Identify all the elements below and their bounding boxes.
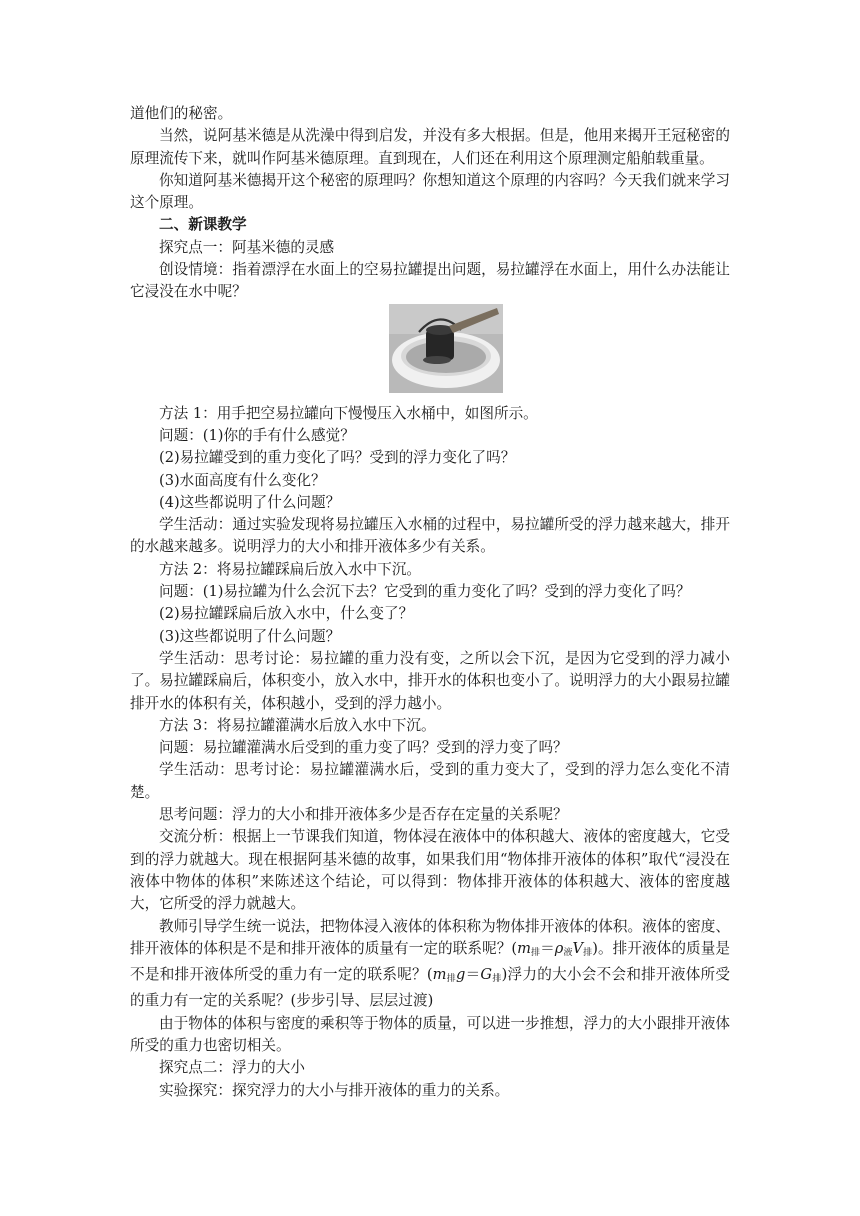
- paragraph: (3)这些都说明了什么问题？: [159, 627, 341, 645]
- paragraph: 学生活动：通过实验发现将易拉罐压入水桶的过程中，易拉罐所受的浮力越来越大，排开的水越来越多。说明浮力的大小和排开液体多少有关系。: [130, 516, 730, 556]
- paragraph: (2)易拉罐受到的重力变化了吗？受到的浮力变化了吗？: [159, 449, 516, 467]
- subscript-pai: 排: [446, 974, 456, 985]
- paragraph: 问题：(1)易拉罐为什么会沉下去？它受到的重力变化了吗？受到的浮力变化了吗？: [159, 583, 691, 601]
- subsection-heading: 探究点一：阿基米德的灵感: [159, 238, 335, 256]
- formula-m: m: [432, 966, 447, 984]
- paragraph: 思考问题：浮力的大小和排开液体多少是否存在定量的关系呢？: [159, 806, 568, 824]
- paragraph: 学生活动：思考讨论：易拉罐的重力没有变，之所以会下沉，是因为它受到的浮力减小了。易拉罐踩扁后，体积变小，放入水中，排开水的体积也变小了。说明浮力的大小跟易拉罐排开水的体积有关，体积越小，受到的浮力越小。: [130, 649, 730, 712]
- paragraph: 你知道阿基米德揭开这个秘密的原理吗？你想知道这个原理的内容吗？今天我们就来学习这个原理。: [130, 171, 730, 212]
- paragraph: 方法 1：用手把空易拉罐向下慢慢压入水桶中，如图所示。: [159, 404, 538, 422]
- paragraph: 道他们的秘密。: [130, 105, 233, 122]
- paragraph: 交流分析：根据上一节课我们知道，物体浸在液体中的体积越大、液体的密度越大，它受到的浮力就越大。现在根据阿基米德的故事，如果我们用“物体排开液体的体积”取代“浸没在液体中物体的体积”来陈述这个结论，可以得到：物体排开液体的体积越大、液体的密度越大，它所受的浮力就越大。: [130, 828, 730, 913]
- paragraph: 实验探究：探究浮力的大小与排开液体的重力的关系。: [159, 1081, 510, 1099]
- text-run: 教师引导学生统一说法，把物体浸入液体的体积称为物体排开液体的体积。液体的密度、排开液体的体积是不是和排开液体的质量有一定的联系呢？(: [130, 917, 730, 957]
- can-in-bucket-photo: [389, 304, 503, 393]
- subscript-pai: 排: [583, 947, 593, 958]
- paragraph: 当然，说阿基米德是从洗澡中得到启发，并没有多大根据。但是，他用来揭开王冠秘密的原理流传下来，就叫作阿基米德原理。直到现在，人们还在利用这个原理测定船舶载重量。: [130, 127, 730, 167]
- subscript-pai: 排: [530, 947, 541, 958]
- formula-equals: ＝: [540, 939, 555, 957]
- paragraph: (4)这些都说明了什么问题？: [159, 493, 341, 511]
- formula-rho: ρ: [554, 939, 564, 957]
- subscript-pai: 排: [492, 974, 502, 985]
- subscript-ye: 液: [563, 947, 573, 958]
- formula-m: m: [517, 939, 531, 957]
- text-run: )浮力的大小会不会和排开液体所受的重力有一定的关系呢？(步步引导、层层过渡): [130, 966, 730, 1010]
- formula-v: V: [572, 939, 584, 957]
- section-heading: 二、新课教学: [159, 216, 247, 234]
- subsection-heading: 探究点二：浮力的大小: [159, 1059, 305, 1077]
- paragraph: 创设情境：指着漂浮在水面上的空易拉罐提出问题，易拉罐浮在水面上，用什么办法能让它浸没在水中呢？: [130, 261, 730, 301]
- paragraph: 学生活动：思考讨论：易拉罐灌满水后，受到的重力变大了，受到的浮力怎么变化不清楚。: [130, 761, 730, 801]
- paragraph: (3)水面高度有什么变化？: [159, 471, 326, 489]
- formula-G: G: [480, 966, 493, 984]
- paragraph: 方法 3：将易拉罐灌满水后放入水中下沉。: [159, 716, 436, 734]
- paragraph-with-formulas: [130, 916, 730, 1013]
- figure: [130, 304, 730, 399]
- paragraph: 问题：易拉罐灌满水后受到的重力变了吗？受到的浮力变了吗？: [159, 739, 568, 757]
- formula-equals: ＝: [465, 966, 481, 984]
- paragraph: 由于物体的体积与密度的乘积等于物体的质量，可以进一步推想，浮力的大小跟排开液体所受的重力也密切相关。: [130, 1014, 730, 1054]
- formula-g: g: [455, 966, 466, 984]
- text-run: )。排开液体的质量是不是和排开液体所受的重力有一定的联系呢？(: [130, 939, 730, 984]
- paragraph: 方法 2：将易拉罐踩扁后放入水中下沉。: [159, 560, 422, 578]
- paragraph: (2)易拉罐踩扁后放入水中，什么变了？: [159, 605, 414, 623]
- document-body: [130, 103, 730, 1102]
- paragraph: 问题：(1)你的手有什么感觉？: [159, 426, 355, 444]
